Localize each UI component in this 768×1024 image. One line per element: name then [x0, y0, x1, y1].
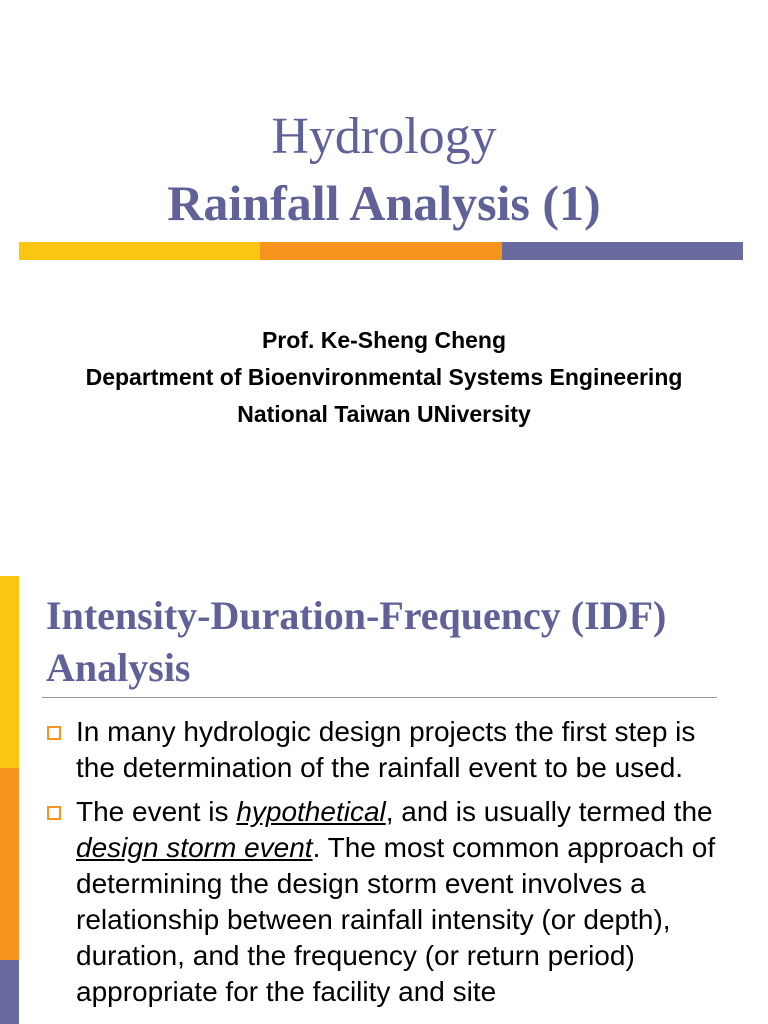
divider-yellow-segment	[19, 242, 260, 260]
divider-orange-segment	[260, 242, 501, 260]
content-slide-title: Intensity-Duration-Frequency (IDF) Analysis	[46, 593, 667, 690]
stripe-yellow-segment	[0, 576, 19, 768]
content-slide	[0, 576, 768, 1024]
stripe-purple-segment	[0, 960, 19, 1024]
bullet-text-part: . The most common approach of determining the design storm event involves a relationship between rainfall intensity (or depth), duration, and the frequency (or return period) appropriate for the facility and site	[76, 832, 716, 1007]
bullet-item	[46, 794, 726, 1010]
emphasized-term-hypothetical: hypothetical	[236, 796, 386, 827]
square-bullet-icon	[47, 726, 61, 740]
tricolor-divider	[19, 242, 743, 260]
bullet-text-part: The event is	[76, 796, 237, 827]
bullet-text-part: , and is usually termed the	[385, 796, 713, 827]
divider-purple-segment	[502, 242, 743, 260]
side-color-stripe	[0, 576, 19, 1024]
author-department: Department of Bioenvironmental Systems Engineering	[85, 364, 683, 390]
author-university: National Taiwan UNiversity	[237, 401, 531, 427]
bullet-item	[46, 714, 726, 786]
author-name: Prof. Ke-Sheng Cheng	[261, 327, 507, 353]
slide-title-sub: Rainfall Analysis (1)	[167, 175, 601, 231]
square-bullet-icon	[47, 806, 61, 820]
bullet-text: In many hydrologic design projects the first step is the determination of the rainfall event to be used.	[76, 716, 696, 783]
emphasized-term-design-storm: design storm event	[76, 832, 313, 863]
slide-title-main: Hydrology	[271, 108, 497, 165]
stripe-orange-segment	[0, 768, 19, 960]
bullet-list	[46, 714, 726, 1018]
title-underline-rule	[42, 697, 717, 698]
author-info	[0, 322, 768, 433]
